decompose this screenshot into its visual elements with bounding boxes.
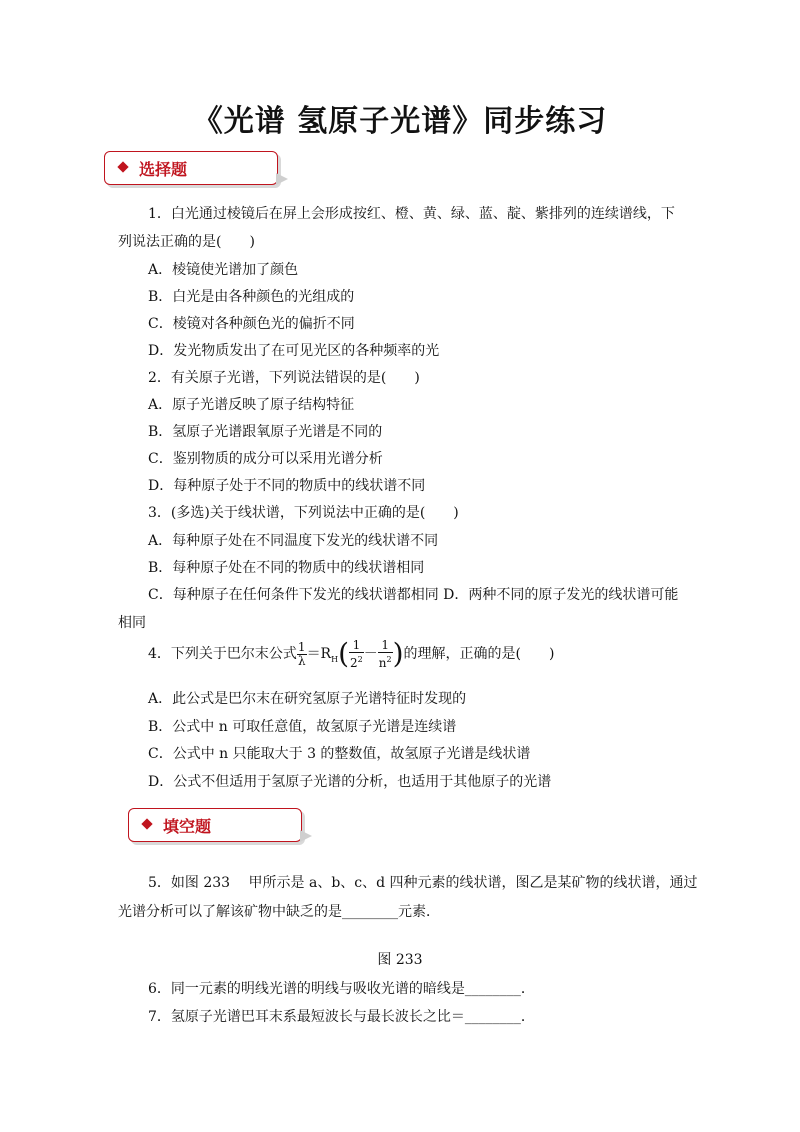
formula-fraction-1-over-lambda: $\frac{1}{\lambda}$ xyxy=(297,639,306,668)
section-label: 选择题 xyxy=(139,160,188,179)
question-6-stem: 6．同一元素的明线光谱的明线与吸收光谱的暗线是________． xyxy=(148,981,535,997)
question-1-option-b: B．白光是由各种颜色的光组成的 xyxy=(148,289,355,305)
document-title: 《光谱 氢原子光谱》同步练习 xyxy=(192,104,608,139)
figure-caption: 图 233 xyxy=(377,952,423,968)
question-5-stem-cont: 光谱分析可以了解该矿物中缺乏的是________元素． xyxy=(118,904,440,920)
question-1-option-a: A．棱镜使光谱加了颜色 xyxy=(148,262,299,278)
question-1-stem-cont: 列说法正确的是( ) xyxy=(118,234,255,250)
formula-fraction-1-over-2sq: $\frac{1}{2^2}$ xyxy=(350,637,363,670)
question-1-option-c: C．棱镜对各种颜色光的偏折不同 xyxy=(148,316,355,332)
question-3-option-cd: C．每种原子在任何条件下发光的线状谱都相同 D．两种不同的原子发光的线状谱可能 xyxy=(148,587,679,603)
question-1-option-d: D．发光物质发出了在可见光区的各种频率的光 xyxy=(148,343,440,359)
question-4-stem: 4．下列关于巴尔末公式 $\frac{1}{\lambda}$ $=R_H$( $\frac{1}{2^2}$ － $\frac{1}{n^2}$ )的理解，正确的是( ) xyxy=(148,637,555,670)
left-paren: ( xyxy=(338,637,350,670)
diamond-bullet-icon xyxy=(117,161,128,172)
question-2-option-c: C．鉴别物质的成分可以采用光谱分析 xyxy=(148,451,383,467)
question-3-option-cd-cont: 相同 xyxy=(118,615,146,631)
diamond-bullet-icon xyxy=(141,818,152,829)
question-2-option-a: A．原子光谱反映了原子结构特征 xyxy=(148,397,355,413)
question-2-option-b: B．氢原子光谱跟氧原子光谱是不同的 xyxy=(148,424,383,440)
question-4-option-b: B．公式中 n 可取任意值，故氢原子光谱是连续谱 xyxy=(148,719,457,735)
ribbon-tail-icon xyxy=(300,830,312,842)
question-5-stem: 5．如图 233 甲所示是 a、b、c、d 四种元素的线状谱，图乙是某矿物的线状谱，通过 xyxy=(148,875,698,891)
question-2-stem: 2．有关原子光谱，下列说法错误的是( ) xyxy=(148,370,420,386)
section-label: 填空题 xyxy=(163,817,212,836)
question-4-option-a: A．此公式是巴尔末在研究氢原子光谱特征时发现的 xyxy=(148,691,467,707)
question-3-option-b: B．每种原子处在不同的物质中的线状谱相同 xyxy=(148,560,425,576)
question-4-option-d: D．公式不但适用于氢原子光谱的分析，也适用于其他原子的光谱 xyxy=(148,774,552,790)
question-7-stem: 7．氢原子光谱巴耳末系最短波长与最长波长之比＝________． xyxy=(148,1009,535,1025)
formula-fraction-1-over-nsq: $\frac{1}{n^2}$ xyxy=(378,637,392,670)
question-2-option-d: D．每种原子处于不同的物质中的线状谱不同 xyxy=(148,478,426,494)
question-1-stem: 1．白光通过棱镜后在屏上会形成按红、橙、黄、绿、蓝、靛、紫排列的连续谱线，下 xyxy=(148,206,675,222)
question-3-stem: 3．(多选)关于线状谱，下列说法中正确的是( ) xyxy=(148,505,459,521)
question-3-option-a: A．每种原子处在不同温度下发光的线状谱不同 xyxy=(148,533,439,549)
question-4-option-c: C．公式中 n 只能取大于 3 的整数值，故氢原子光谱是线状谱 xyxy=(148,746,531,762)
ribbon-tail-icon xyxy=(276,173,288,185)
right-paren: ) xyxy=(392,637,404,670)
